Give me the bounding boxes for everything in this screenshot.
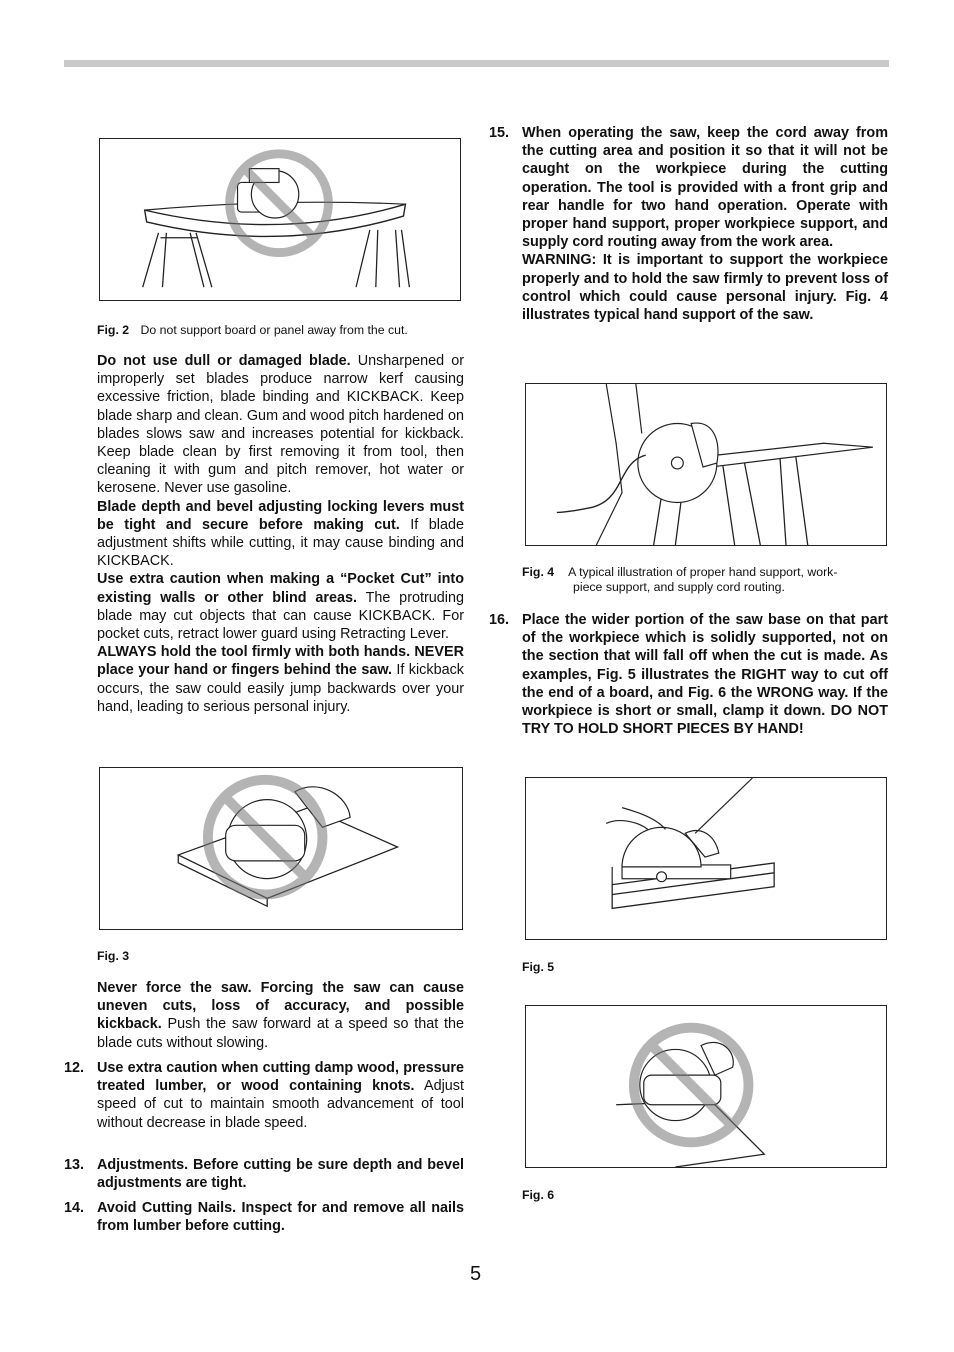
figure-2-caption-text: Do not support board or panel away from the cut. bbox=[140, 323, 408, 337]
paragraph-pocket-cut bbox=[97, 570, 464, 643]
list-item-14-text: Avoid Cutting Nails. Inspect for and remove all nails from lumber before cutting. bbox=[97, 1200, 464, 1235]
paragraph-locking-levers-text: If blade adjustment shifts while cutting, it may cause binding and KICKBACK. bbox=[97, 516, 464, 570]
figure-2-drawing bbox=[100, 139, 460, 300]
list-item-16-text: Place the wider portion of the saw base on that part of the workpiece which is solidly supported, not on the section that will fall off when the cut is made. As examples, Fig. 5 illustrates the RIGHT way to cut off the end of a board, and Fig. 6 the WRONG way. If the workpiece is short or small, clamp it down. DO NOT TRY TO HOLD SHORT PIECES BY HAND! bbox=[522, 612, 888, 738]
paragraph-hold-firmly bbox=[97, 643, 464, 716]
figure-3-number: Fig. 3 bbox=[97, 949, 130, 963]
list-item-15 bbox=[489, 124, 888, 324]
figure-4-caption bbox=[522, 565, 888, 595]
figure-3-illustration bbox=[99, 767, 463, 930]
figure-5-drawing bbox=[526, 778, 886, 939]
figure-4-number: Fig. 4 bbox=[522, 565, 555, 579]
list-item-12 bbox=[64, 1059, 464, 1132]
figure-6-drawing bbox=[526, 1006, 886, 1167]
paragraph-dull-blade bbox=[97, 352, 464, 498]
paragraph-never-force bbox=[97, 979, 464, 1052]
paragraph-pocket-cut-bold: Use extra caution when making a “Pocket Cut” into existing walls or other blind areas. bbox=[97, 571, 464, 606]
list-item-16 bbox=[489, 611, 888, 738]
header-rule bbox=[64, 60, 889, 67]
list-item-15-number: 15. bbox=[489, 125, 510, 141]
figure-6-illustration bbox=[525, 1005, 887, 1168]
figure-4-drawing bbox=[526, 384, 886, 545]
list-item-12-number: 12. bbox=[64, 1060, 85, 1076]
list-item-13 bbox=[64, 1156, 464, 1192]
left-column-block-1 bbox=[97, 352, 464, 716]
list-item-14-number: 14. bbox=[64, 1200, 85, 1216]
list-item-13-number: 13. bbox=[64, 1157, 85, 1173]
paragraph-never-force-bold: Never force the saw. Forcing the saw can cause uneven cuts, loss of accuracy, and possible kickback. bbox=[97, 980, 464, 1033]
left-column-block-2 bbox=[97, 979, 464, 1052]
figure-2-illustration bbox=[99, 138, 461, 301]
figure-6-caption bbox=[522, 1188, 562, 1203]
list-item-15-warning: WARNING: It is important to support the workpiece properly and to hold the saw firmly to prevent loss of control which could cause personal injury. Fig. 4 illustrates typical hand support of the saw. bbox=[522, 252, 888, 324]
figure-4-caption-line-1: A typical illustration of proper hand support, work- bbox=[568, 565, 838, 579]
paragraph-hold-firmly-bold: ALWAYS hold the tool firmly with both hands. NEVER place your hand or fingers behind the saw. bbox=[97, 644, 464, 679]
figure-5-number: Fig. 5 bbox=[522, 960, 555, 974]
paragraph-dull-blade-text: Unsharpened or improperly set blades produce narrow kerf causing excessive friction, blade binding and KICKBACK. Keep blade sharp and clean. Gum and wood pitch hardened on blades slows saw and increases potential for kickback. Keep blade clean by first removing it from tool, then cleaning it with gum and pitch remover, hot water or kerosene. Never use gasoline. bbox=[97, 353, 465, 497]
figure-5-illustration bbox=[525, 777, 887, 940]
figure-6-number: Fig. 6 bbox=[522, 1188, 555, 1202]
list-item-16-number: 16. bbox=[489, 612, 510, 628]
list-item-13-text: Adjustments. Before cutting be sure depth and bevel adjustments are tight. bbox=[97, 1157, 464, 1192]
list-item-15-text: When operating the saw, keep the cord away from the cutting area and position it so that it will not be caught on the workpiece during the cutting operation. The tool is provided with a front grip and rear handle for two hand operation. Operate with proper hand support, proper workpiece support, and supply cord routing away from the work area. bbox=[522, 125, 888, 251]
page-number: 5 bbox=[470, 1263, 482, 1285]
list-item-14 bbox=[64, 1199, 464, 1235]
paragraph-locking-levers bbox=[97, 498, 464, 571]
figure-5-caption bbox=[522, 960, 562, 975]
figure-4-illustration bbox=[525, 383, 887, 546]
list-item-12-text: Adjust speed of cut to maintain smooth advancement of tool without decrease in blade speed. bbox=[97, 1078, 464, 1131]
paragraph-pocket-cut-text: The protruding blade may cut objects that can cause KICKBACK. For pocket cuts, retract lower guard using Retracting Lever. bbox=[97, 589, 464, 643]
figure-2-caption bbox=[97, 323, 408, 338]
paragraph-locking-levers-bold: Blade depth and bevel adjusting locking levers must be tight and secure before making cut. bbox=[97, 498, 464, 533]
paragraph-hold-firmly-text: If kickback occurs, the saw could easily jump backwards over your hand, leading to serious personal injury. bbox=[97, 662, 464, 715]
figure-2-number: Fig. 2 bbox=[97, 323, 130, 337]
figure-3-caption bbox=[97, 949, 137, 964]
list-item-12-bold: Use extra caution when cutting damp wood, pressure treated lumber, or wood containing knots. bbox=[97, 1060, 464, 1095]
paragraph-dull-blade-bold: Do not use dull or damaged blade. bbox=[97, 353, 351, 369]
paragraph-never-force-text: Push the saw forward at a speed so that the blade cuts without slowing. bbox=[97, 1016, 464, 1051]
figure-4-caption-line-2: piece support, and supply cord routing. bbox=[573, 580, 785, 594]
figure-3-drawing bbox=[100, 768, 462, 929]
